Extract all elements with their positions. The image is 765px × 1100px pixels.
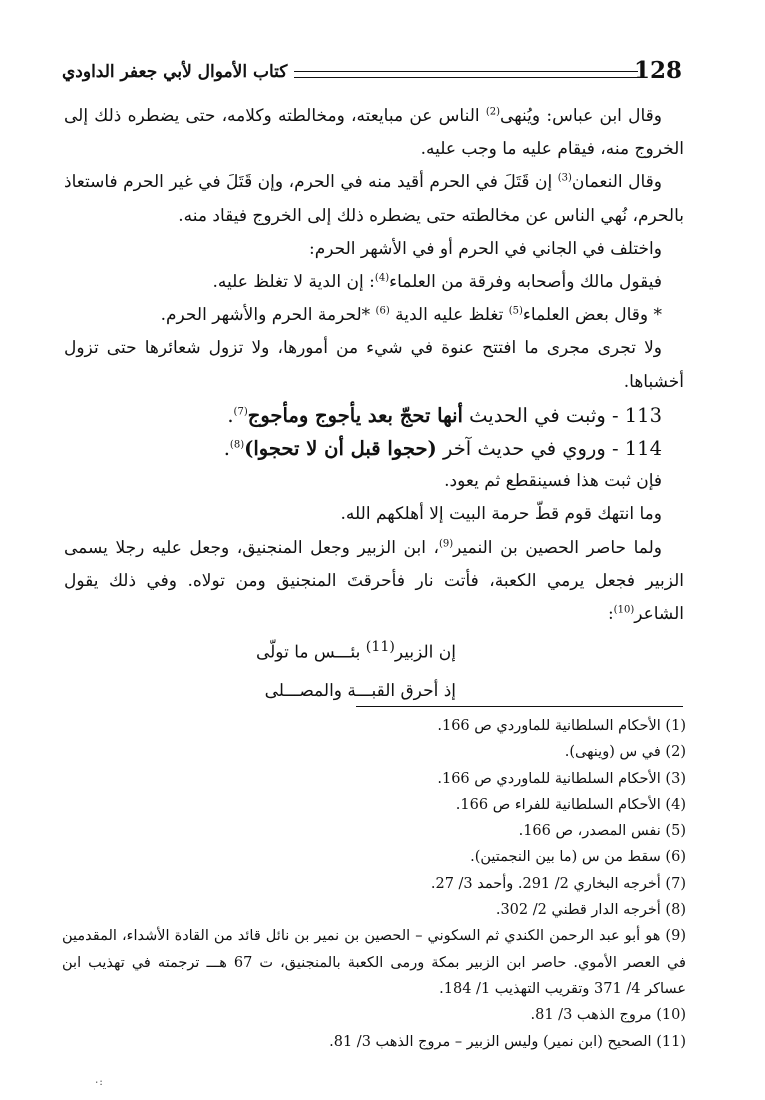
paragraph-ibn-abbas: وقال ابن عباس: ويُنهى$^{(2)}$ الناس عن مبايعته، ومخالطته وكلامه، حتى يضطره ذلك إلى الخروج منه، فيقام عليه ما وجب عليه. (64, 106, 684, 160)
footnote-ref: (11) (365, 639, 395, 655)
footnote-item: (10) مروج الذهب 3/ 81. (530, 1007, 686, 1024)
paragraph-malik: فيقول مالك وأصحابه وفرقة من العلماء$^{(4)}$: إن الدية لا تغلظ عليه. (212, 272, 662, 293)
page-header (62, 57, 682, 90)
footnote-separator (356, 706, 683, 707)
paragraph-ikhtilaf: واختلف في الجاني في الحرم أو في الأشهر الحرم: (309, 238, 662, 259)
footnote-item: (4) الأحكام السلطانية للفراء ص 166. (455, 796, 686, 813)
paragraph-if-proven: فإن ثبت هذا فسينقطع ثم يعود. (444, 471, 662, 492)
header-double-rule (294, 71, 638, 78)
footnote-ref: (7) (233, 406, 248, 418)
main-text (64, 100, 684, 631)
footnote-ref: (4) (374, 272, 390, 284)
footnote-item: (8) أخرجه الدار قطني 2/ 302. (495, 902, 686, 919)
paragraph-numan: وقال النعمان$^{(3)}$ إن قَتَلَ في الحرم أقيد منه في الحرم، وإن قَتَلَ في غير الحرم فاستعاذ بالحرم، نُهي الناس عن مخالطته حتى يضطره ذلك إلى الخروج فيقاد منه. (64, 172, 684, 226)
footnote-ref: (10) (613, 604, 635, 616)
footnote-item: (7) أخرجه البخاري 2/ 291. وأحمد 3/ 27. (430, 875, 686, 892)
running-title: كتاب الأموال لأبي جعفر الداودي (62, 62, 288, 82)
paragraph-some-scholars: * وقال بعض العلماء$^{(5)}$ تغلظ عليه الدية $^{(6)}$ *لحرمة الحرم والأشهر الحرم. (160, 305, 662, 326)
hadith-113: 113 - وثبت في الحديث أنها تحجّ بعد يأجوج ومأجوج$^{(7)}$. (227, 403, 662, 427)
footnote-ref: (6) (375, 305, 390, 317)
footnote-item: (6) سقط من س (ما بين النجمتين). (470, 849, 686, 866)
footnote-item: (1) الأحكام السلطانية للماوردي ص 166. (437, 718, 686, 734)
paragraph-anwa: ولا تجرى مجرى ما افتتح عنوة في شيء من أمورها، ولا تزول شعائرها حتى تزول أخشباها. (64, 338, 684, 392)
footnotes-list (62, 713, 686, 1055)
footnote-ref: (8) (229, 439, 245, 451)
footnote-item: (3) الأحكام السلطانية للماوردي ص 166. (437, 770, 686, 787)
poetry-block (64, 628, 684, 710)
footnote-ref: (5) (508, 305, 523, 317)
paragraph-violation: وما انتهك قوم قطّ حرمة البيت إلا أهلكهم الله. (340, 504, 662, 525)
footnote-item: (5) نفس المصدر، ص 166. (518, 823, 686, 840)
footnote-item: (11) الصحيح (ابن نمير) وليس الزبير – مروج الذهب 3/ 81. (329, 1033, 686, 1050)
footnote-ref: (9) (438, 537, 454, 549)
footnote-ref: (3) (557, 172, 572, 184)
footnote-item: (9) هو أبو عبد الرحمن الكندي ثم السكوني – الحصين بن نمير بن نائل قائد من القادة الأشداء، المقدمين في العصر الأموي. حاصر ابن الزبير بمكة ورمى الكعبة بالمنجنيق، ت 67 هـــ ترجمته في تهذيب ابن عساكر 4/ 371 وتقريب التهذيب 1/ 184. (62, 928, 686, 997)
footnote-ref: (2) (485, 106, 501, 118)
verse-line-2: إذ أحرق القبـــة والمصـــلى (264, 680, 456, 701)
paragraph-husayn-siege: ولما حاصر الحصين بن النمير$^{(9)}$، ابن الزبير وجعل المنجنيق، وجعل عليه رجلا يسمى الزبير فجعل يرمي الكعبة، فأتت نار فأحرقتَ المنجنيق ومن تولاه. وفي ذلك يقول الشاعر$^{(10)}$: (64, 537, 684, 625)
footnote-item: (2) في س (وينهى). (564, 744, 686, 761)
verse-line-1: إن الزبير$^{(11)}$ بئـــس ما تولّى (255, 639, 456, 663)
page-number: 128 (633, 57, 682, 84)
print-mark: ٠: (94, 1077, 103, 1088)
hadith-114: 114 - وروي في حديث آخر (حجوا قبل أن لا تحجوا)$^{(8)}$. (223, 437, 662, 461)
